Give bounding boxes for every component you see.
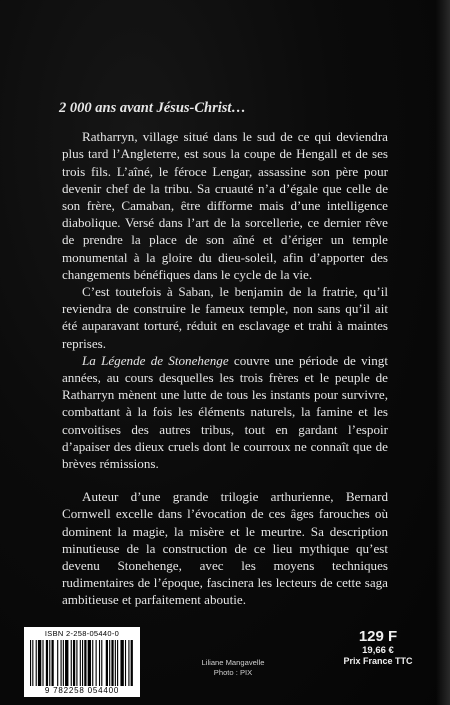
barcode-bar bbox=[106, 640, 108, 686]
barcode-bar bbox=[32, 640, 33, 686]
blurb-paragraph-2: C’est toutefois à Saban, le benjamin de la fratrie, qu’il reviendra de construire le fameux temple, non sans qu’il ait été auparavant torturé, réduit en esclavage et trahi à maintes reprises. bbox=[62, 284, 388, 351]
barcode-bar bbox=[117, 640, 118, 686]
barcode-bar bbox=[63, 640, 64, 686]
barcode-bar bbox=[125, 640, 126, 686]
barcode-bar bbox=[51, 640, 53, 686]
barcode-bar bbox=[76, 640, 77, 686]
barcode-bar bbox=[57, 640, 58, 686]
blurb-paragraph-4: Auteur d’une grande trilogie arthurienne, Bernard Cornwell excelle dans l’évocation de ces âges farouches où dominent la magie, la misère et le meurtre. Sa description minutieuse de la construction de ce lieu mythique qu’est devenu Stonehenge, avec les moyens techniques rudimentaires de l’époque, fascinera les lecteurs de cette saga ambitieuse et parfaitement aboutie. bbox=[62, 489, 388, 608]
barcode-bar bbox=[96, 640, 97, 686]
barcode-bar bbox=[46, 640, 48, 686]
barcode-bar bbox=[30, 640, 31, 686]
blurb-intro: 2 000 ans avant Jésus-Christ… bbox=[59, 100, 246, 116]
price-francs: 129 F bbox=[358, 628, 398, 645]
barcode-bar bbox=[111, 640, 113, 686]
barcode-bar bbox=[42, 640, 43, 686]
blurb-paragraph-3-text: couvre une période de vingt années, au cours desquelles les trois frères et le peuple de Ratharryn mènent une lutte de tous les instants pour survivre, combattant à la fois les éléments naturels, la famine et les convoitises des autres tribus, tout en gardant l’espoir d’apaiser des dieux cruels dont le courroux ne connaît que de brèves rémissions. bbox=[62, 352, 388, 472]
blurb-paragraph-3 bbox=[62, 352, 388, 472]
designer-credit: Liliane Mangavelle bbox=[201, 658, 265, 667]
price-label: Prix France TTC bbox=[343, 656, 413, 666]
barcode-bar bbox=[88, 640, 91, 686]
barcode-bar bbox=[49, 640, 50, 686]
credits bbox=[178, 658, 288, 678]
barcode-bar bbox=[92, 640, 93, 686]
barcode-bar bbox=[120, 640, 123, 686]
barcode-bar bbox=[115, 640, 116, 686]
blurb bbox=[59, 100, 388, 609]
barcode-bar bbox=[84, 640, 86, 686]
price-euros: 19,66 € bbox=[362, 645, 394, 656]
barcode-graphic bbox=[30, 640, 134, 686]
barcode-bar bbox=[36, 640, 37, 686]
barcode-bar bbox=[80, 640, 81, 686]
barcode-panel bbox=[24, 627, 140, 697]
isbn-text: ISBN 2-258-05440-0 bbox=[44, 629, 120, 638]
barcode-bar bbox=[101, 640, 102, 686]
barcode-bar bbox=[82, 640, 83, 686]
blurb-paragraph-1: Ratharryn, village situé dans le sud de ce qui deviendra plus tard l’Angleterre, est sous la coupe de Hengall et de ses trois fils. L’aîné, le féroce Lengar, assassine son père pour devenir chef de la tribu. Sa cruauté n’a d’égale que celle de son frère, Camaban, être difforme mais d’une intelligence diabolique. Versé dans l’art de la sorcellerie, ce dernier rêve de prendre la place de son aîné et d’ériger un temple monumental à la gloire du dieu-soleil, afin d’apporter des changements bénéfiques dans le cycle de la vie. bbox=[62, 129, 388, 282]
barcode-bar bbox=[65, 640, 68, 686]
barcode-bar bbox=[109, 640, 110, 686]
price-block bbox=[342, 628, 414, 681]
barcode-bar bbox=[61, 640, 62, 686]
barcode-bar bbox=[38, 640, 41, 686]
barcode-bar bbox=[71, 640, 72, 686]
barcode-bar bbox=[131, 640, 133, 686]
photo-credit: Photo : PIX bbox=[213, 668, 253, 677]
barcode-bar bbox=[73, 640, 75, 686]
barcode-bar bbox=[128, 640, 129, 686]
book-title: La Légende de Stonehenge bbox=[82, 352, 229, 368]
ean-number: 9 782258 054400 bbox=[44, 686, 120, 695]
spine-edge bbox=[436, 0, 450, 705]
barcode-bar bbox=[99, 640, 100, 686]
